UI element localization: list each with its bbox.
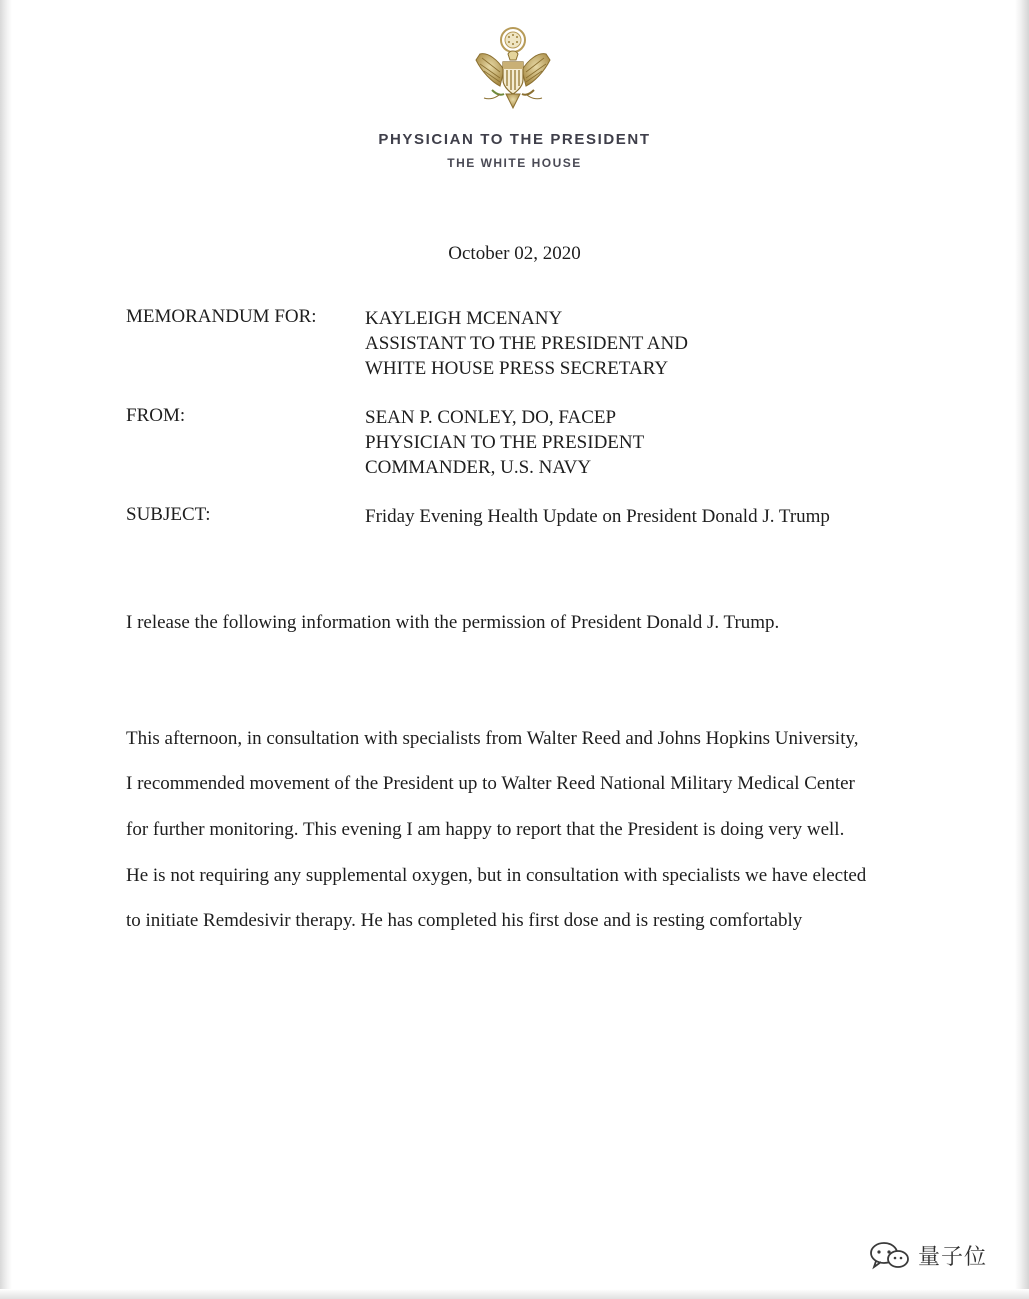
recipient-line: KAYLEIGH MCENANY <box>365 308 563 329</box>
sender-line: SEAN P. CONLEY, DO, FACEP <box>365 407 617 428</box>
sender-line: COMMANDER, U.S. NAVY <box>365 457 592 478</box>
body-line: He is not requiring any supplemental oxygen, but in consultation with specialists we have elected <box>126 865 867 886</box>
watermark-text: 量子位 <box>918 1244 988 1270</box>
page-edge-left <box>0 0 12 1299</box>
body-line: I recommended movement of the President up to Walter Reed National Military Medical Center <box>126 773 855 794</box>
page-edge-right <box>1015 0 1029 1299</box>
body-line: This afternoon, in consultation with specialists from Walter Reed and Johns Hopkins University, <box>126 728 859 749</box>
body-line: to initiate Remdesivir therapy. He has completed his first dose and is resting comfortably <box>126 910 803 931</box>
recipient-line: WHITE HOUSE PRESS SECRETARY <box>365 358 669 379</box>
recipient-line: ASSISTANT TO THE PRESIDENT AND <box>365 333 688 354</box>
memo-from-label: FROM: <box>126 405 186 426</box>
wechat-icon <box>868 1240 910 1270</box>
memo-date: October 02, 2020 <box>448 243 581 264</box>
letterhead-subtitle: THE WHITE HOUSE <box>447 156 582 170</box>
body-line: for further monitoring. This evening I am happy to report that the President is doing very well. <box>126 819 845 840</box>
sender-line: PHYSICIAN TO THE PRESIDENT <box>365 432 645 453</box>
intro-paragraph: I release the following information with the permission of President Donald J. Trump. <box>126 612 780 633</box>
memo-for-recipient <box>365 306 688 381</box>
memo-from-sender <box>365 405 644 480</box>
letterhead-title: PHYSICIAN TO THE PRESIDENT <box>378 131 651 148</box>
watermark <box>868 1238 987 1272</box>
memo-for-label: MEMORANDUM FOR: <box>126 306 317 327</box>
memo-subject: Friday Evening Health Update on President Donald J. Trump <box>365 506 830 527</box>
memo-subject-label: SUBJECT: <box>126 504 211 525</box>
page-edge-bottom <box>0 1289 1029 1299</box>
presidential-seal-icon <box>470 24 556 114</box>
